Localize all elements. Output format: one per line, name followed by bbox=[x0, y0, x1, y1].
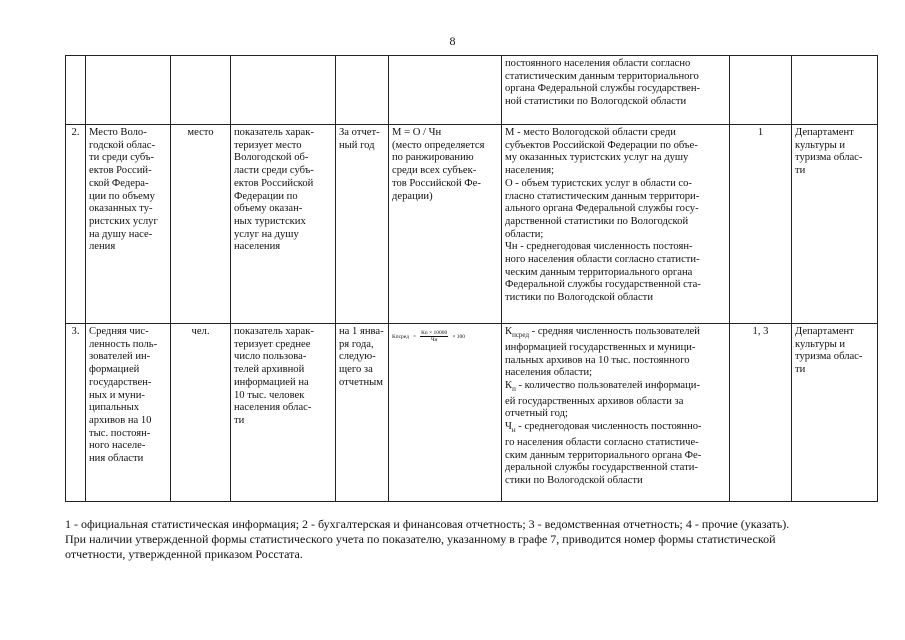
indicator-name-line: тыс. постоян- bbox=[89, 427, 151, 439]
variables-line: му оказанных туристских услуг на душу bbox=[505, 152, 689, 164]
variables-line: го населения области согласно статистиче- bbox=[505, 436, 699, 448]
cell-period bbox=[336, 324, 389, 502]
cell-variables bbox=[502, 125, 730, 324]
description-line: 10 тыс. человек bbox=[234, 389, 305, 401]
indicator-name-line: формацией bbox=[89, 364, 140, 376]
variables-line: Чн - среднегодовая численность постоян- bbox=[505, 241, 693, 253]
cell-period bbox=[336, 56, 389, 125]
cell-source: 1 bbox=[730, 125, 792, 324]
cell-source: 1, 3 bbox=[730, 324, 792, 502]
period-line: ный год bbox=[339, 139, 375, 151]
variables-line: населения области; bbox=[505, 367, 593, 379]
footnote-line: отчетности, утвержденной приказом Росстата. bbox=[65, 547, 303, 561]
formula-line: дерации) bbox=[392, 190, 433, 202]
period-line: За отчет- bbox=[339, 127, 380, 138]
indicator-name-line: ской Федера- bbox=[89, 177, 149, 189]
cell-variables bbox=[502, 56, 730, 125]
responsible-line: культуры и bbox=[795, 139, 846, 151]
cell-responsible bbox=[792, 56, 878, 125]
formula-tail: × 100 bbox=[452, 333, 466, 340]
variables-line: ального органа Федеральной службы госу- bbox=[505, 203, 699, 215]
formula-lhs: Кпсред bbox=[392, 333, 409, 340]
indicator-name-line: ных и муни- bbox=[89, 389, 145, 401]
cell-indicator-name bbox=[86, 324, 171, 502]
formula-fraction bbox=[420, 330, 448, 343]
table-row bbox=[66, 125, 878, 324]
description-line: объему оказан- bbox=[234, 203, 303, 215]
description-line: населения bbox=[234, 241, 281, 253]
formula-line: по ранжированию bbox=[392, 152, 474, 164]
description-line: ектов Российской bbox=[234, 177, 314, 189]
variables-line: ного населения области согласно статисти- bbox=[505, 254, 700, 266]
variables-line: ческим данным территориального органа bbox=[505, 266, 693, 278]
variables-line: $Ч_н$ - среднегодовая численность постоянно- bbox=[505, 421, 702, 435]
responsible-line: ти bbox=[795, 165, 806, 177]
description-line: показатель харак- bbox=[234, 127, 314, 138]
formula-line: среди всех субъек- bbox=[392, 165, 477, 177]
variables-line: ей государственных архивов области за bbox=[505, 395, 684, 407]
responsible-line: культуры и bbox=[795, 338, 846, 350]
indicator-name-line: годской облас- bbox=[89, 139, 156, 151]
responsible-line: Департамент bbox=[795, 127, 854, 138]
formula-expression bbox=[392, 330, 498, 343]
table-body bbox=[66, 56, 878, 502]
period-line: на 1 янва- bbox=[339, 326, 384, 337]
responsible-line: туризма облас- bbox=[795, 351, 863, 363]
responsible-line: туризма облас- bbox=[795, 152, 863, 164]
indicator-name-line: ципальных bbox=[89, 402, 140, 414]
variables-line: ной статистики по Вологодской области bbox=[505, 96, 687, 108]
description-line: теризует среднее bbox=[234, 338, 311, 350]
indicator-name-line: государствен- bbox=[89, 376, 152, 388]
indicator-name-line: ного населе- bbox=[89, 440, 146, 452]
variables-line: пальных архивов на 10 тыс. постоянного bbox=[505, 354, 690, 366]
variables-line: деральной службы государственной стати- bbox=[505, 462, 698, 474]
period-line: щего за bbox=[339, 364, 373, 376]
variables-line: информацией государственных и муници- bbox=[505, 341, 696, 353]
footnote bbox=[65, 517, 877, 562]
formula-numerator: Кп × 10000 bbox=[421, 330, 448, 336]
cell-indicator-name bbox=[86, 125, 171, 324]
formula-line: (место определяется bbox=[392, 139, 485, 151]
variables-line: $К_{пcред}$ - средняя численность пользователей bbox=[505, 326, 700, 340]
formula-equals: = bbox=[412, 333, 417, 340]
indicator-name-line: ления bbox=[89, 241, 116, 253]
description-line: Федерации по bbox=[234, 190, 298, 202]
responsible-line: Департамент bbox=[795, 326, 854, 337]
description-line: ных туристских bbox=[234, 215, 306, 227]
cell-indicator-name bbox=[86, 56, 171, 125]
variables-line: постоянного населения области согласно bbox=[505, 58, 691, 69]
indicator-name-line: ристских услуг bbox=[89, 215, 158, 227]
cell-number: 2. bbox=[66, 125, 86, 324]
cell-formula bbox=[389, 56, 502, 125]
period-line: следую- bbox=[339, 351, 376, 363]
variables-subscript: н bbox=[511, 426, 516, 435]
variables-subscript: п bbox=[512, 385, 516, 394]
formula-denominator: Чн bbox=[430, 337, 438, 343]
footnote-line: 1 - официальная статистическая информация; 2 - бухгалтерская и финансовая отчетность; 3 - ведомственная отчетность; 4 - прочие (указать). bbox=[65, 517, 790, 531]
period-line: отчетным bbox=[339, 376, 383, 388]
variables-line: субъектов Российской Федерации по объе- bbox=[505, 139, 698, 151]
table-row bbox=[66, 324, 878, 502]
cell-responsible bbox=[792, 324, 878, 502]
cell-source bbox=[730, 56, 792, 125]
variables-line: органа Федеральной службы государствен- bbox=[505, 83, 701, 95]
indicators-table bbox=[65, 55, 878, 502]
cell-description bbox=[231, 125, 336, 324]
formula-line: тов Российской Фе- bbox=[392, 177, 481, 189]
indicator-name-line: ленность поль- bbox=[89, 338, 158, 350]
cell-period bbox=[336, 125, 389, 324]
variables-line: $К_п$ - количество пользователей информаци- bbox=[505, 379, 701, 394]
description-line: ласти среди субъ- bbox=[234, 165, 314, 177]
variables-line: населения; bbox=[505, 165, 555, 177]
period-line: ря года, bbox=[339, 338, 374, 350]
variables-line: О - объем туристских услуг в области со- bbox=[505, 177, 692, 189]
cell-description bbox=[231, 324, 336, 502]
page-number: 8 bbox=[449, 34, 456, 48]
cell-number: 3. bbox=[66, 324, 86, 502]
variables-line: ским данным территориального органа Фе- bbox=[505, 449, 702, 461]
cell-unit: чел. bbox=[171, 324, 231, 502]
description-line: показатель харак- bbox=[234, 326, 314, 337]
indicator-name-line: архивов на 10 bbox=[89, 414, 152, 426]
formula-line: М = О / Чн bbox=[392, 127, 442, 138]
indicator-name-line: Средняя чис- bbox=[89, 326, 149, 337]
description-line: ти bbox=[234, 414, 245, 426]
indicator-name-line: ния области bbox=[89, 453, 144, 465]
cell-formula bbox=[389, 125, 502, 324]
cell-description bbox=[231, 56, 336, 125]
variables-line: тистики по Вологодской области bbox=[505, 292, 653, 304]
cell-variables bbox=[502, 324, 730, 502]
indicator-name-line: ектов Россий- bbox=[89, 165, 152, 177]
variables-line: статистическим данным территориального bbox=[505, 70, 699, 82]
cell-unit: место bbox=[171, 125, 231, 324]
cell-number bbox=[66, 56, 86, 125]
variables-line: области; bbox=[505, 228, 544, 240]
cell-responsible bbox=[792, 125, 878, 324]
variables-subscript: пcред bbox=[512, 331, 530, 340]
indicator-name-line: на душу насе- bbox=[89, 228, 153, 240]
indicator-name-line: ти среди субъ- bbox=[89, 152, 155, 164]
description-line: число пользова- bbox=[234, 351, 307, 363]
description-line: услуг на душу bbox=[234, 228, 299, 240]
indicator-name-line: зователей ин- bbox=[89, 351, 151, 363]
description-line: населения облас- bbox=[234, 402, 312, 414]
indicator-name-line: Место Воло- bbox=[89, 127, 147, 138]
description-line: информацией на bbox=[234, 376, 309, 388]
responsible-line: ти bbox=[795, 364, 806, 376]
indicator-name-line: оказанных ту- bbox=[89, 203, 153, 215]
indicator-name-line: ции по объему bbox=[89, 190, 155, 202]
description-line: Вологодской об- bbox=[234, 152, 309, 164]
footnote-line: При наличии утвержденной формы статистического учета по показателю, указанному в графе 7, приводится номер формы статистической bbox=[65, 532, 776, 546]
variables-line: Федеральной службы государственной ста- bbox=[505, 279, 701, 291]
variables-line: стики по Вологодской области bbox=[505, 475, 643, 487]
cell-unit bbox=[171, 56, 231, 125]
variables-line: М - место Вологодской области среди bbox=[505, 127, 676, 138]
description-line: теризует место bbox=[234, 139, 302, 151]
variables-line: гласно статистическим данным территори- bbox=[505, 190, 700, 202]
variables-line: дарственной статистики по Вологодской bbox=[505, 215, 689, 227]
variables-line: отчетный год; bbox=[505, 408, 568, 420]
table-row bbox=[66, 56, 878, 125]
cell-formula bbox=[389, 324, 502, 502]
description-line: телей архивной bbox=[234, 364, 305, 376]
